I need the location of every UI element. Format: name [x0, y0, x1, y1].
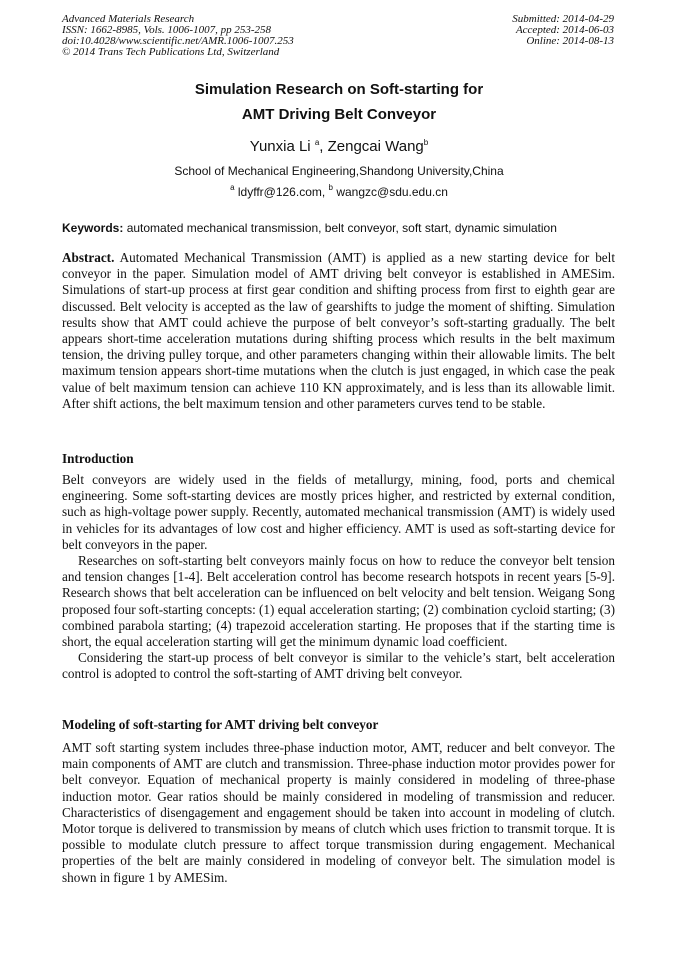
section-heading-introduction: Introduction — [62, 451, 134, 466]
author-affiliation-mark: a — [314, 138, 320, 147]
email-separator: , — [321, 185, 329, 199]
journal-issn: ISSN: 1662-8985, Vols. 1006-1007, pp 253-258 — [62, 24, 271, 36]
accepted-date: Accepted: 2014-06-03 — [515, 24, 614, 36]
abstract-label: Abstract. — [62, 250, 115, 265]
author-separator: , — [319, 138, 328, 155]
section-modeling — [62, 740, 615, 886]
submission-dates — [512, 14, 614, 47]
section-introduction — [62, 472, 615, 683]
online-date: Online: 2014-08-13 — [526, 35, 614, 47]
email-list — [0, 185, 678, 199]
paper-title-line-2: AMT Driving Belt Conveyor — [241, 106, 437, 123]
paragraph: Belt conveyors are widely used in the fields of metallurgy, mining, food, ports and chemical engineering. Some soft-starting devices are mostly prices higher, and restricted by external condition, such as high-voltage power supply. Recently, automated mechanical transmission (AMT) is widely used in vehicles for its advantages of low cost and higher efficiency. AMT is used as soft-starting device for belt conveyors in the paper. — [62, 472, 615, 552]
email-link[interactable]: wangzc@sdu.edu.cn — [332, 185, 448, 199]
author-name: Yunxia Li — [249, 138, 315, 155]
keywords-label: Keywords: — [62, 221, 124, 235]
author-affiliation-mark: b — [423, 138, 429, 147]
email-mark: b — [328, 183, 333, 192]
email-link[interactable]: ldyffr@126.com — [234, 185, 322, 199]
section-heading-modeling: Modeling of soft-starting for AMT driving belt conveyor — [62, 717, 379, 732]
journal-doi: doi:10.4028/www.scientific.net/AMR.1006-1007.253 — [62, 35, 294, 47]
author-name: Zengcai Wang — [327, 138, 424, 155]
journal-info — [62, 14, 294, 58]
keywords-text: automated mechanical transmission, belt conveyor, soft start, dynamic simulation — [123, 221, 557, 235]
journal-copyright: © 2014 Trans Tech Publications Ltd, Switzerland — [62, 46, 280, 58]
paragraph: Researches on soft-starting belt conveyors mainly focus on how to reduce the conveyor belt tension and tension changes [1-4]. Belt acceleration control has become research hotspots in recent years [5-9]. Research shows that belt acceleration can be influenced on belt velocity and belt tension. Weigang Song proposed four soft-starting concepts: (1) equal acceleration starting; (2) combination cycloid starting; (3) combined parabola starting; (4) trapezoid acceleration starting. He proposes that if the starting time is short, the equal acceleration starting will get the minimum dynamic load coefficient. — [62, 553, 615, 650]
abstract-text: Automated Mechanical Transmission (AMT) is applied as a new starting device for belt conveyor in the paper. Simulation model of AMT driving belt conveyor is established in AMESim. Simulations of start-up process at first gear condition and shifting process from first to eighth gear are discussed. Belt velocity is accepted as the law of gearshifts to judge the moment of shifting. Simulation results show that AMT could achieve the purpose of belt conveyor’s soft-starting gradually. The belt appears short-time acceleration mutations during shifting process which results in the belt maximum tension, the driving pulley torque, and other parameters changing within their allowable limits. The belt maximum tension appears short-time mutations when the clutch is just engaged, in which case the peak value of belt maximum tension can achieve 110 KN approximately, and is less than its allowable limit. After shift actions, the belt maximum tension and other parameters curves tend to be stable. — [62, 250, 615, 411]
paper-title-line-1: Simulation Research on Soft-starting for — [194, 81, 484, 98]
affiliation: School of Mechanical Engineering,Shandong University,China — [174, 164, 504, 178]
abstract — [62, 250, 615, 412]
paragraph: Considering the start-up process of belt conveyor is similar to the vehicle’s start, belt acceleration control is adopted to control the soft-starting of AMT driving belt conveyor. — [62, 650, 615, 682]
journal-name: Advanced Materials Research — [62, 13, 195, 25]
submitted-date: Submitted: 2014-04-29 — [512, 13, 614, 25]
author-list — [0, 138, 678, 155]
email-mark: a — [230, 183, 235, 192]
keywords — [62, 221, 618, 235]
paragraph: AMT soft starting system includes three-phase induction motor, AMT, reducer and belt conveyor. The main components of AMT are clutch and transmission. Three-phase induction motor provides power for belt conveyor. Equation of mechanical property is mainly considered in modeling of three-phase induction motor. Gear ratios should be mainly considered in modeling of transmission and reducer. Characteristics of disengagement and engagement should be taken into account in modeling of clutch. Motor torque is delivered to transmission by means of clutch which uses friction to transmit torque. It is possible to modulate clutch pressure to affect torque transmission during engagement. Mechanical properties of the belt are mainly considered in modeling of conveyor belt. The simulation model is shown in figure 1 by AMESim. — [62, 740, 615, 885]
